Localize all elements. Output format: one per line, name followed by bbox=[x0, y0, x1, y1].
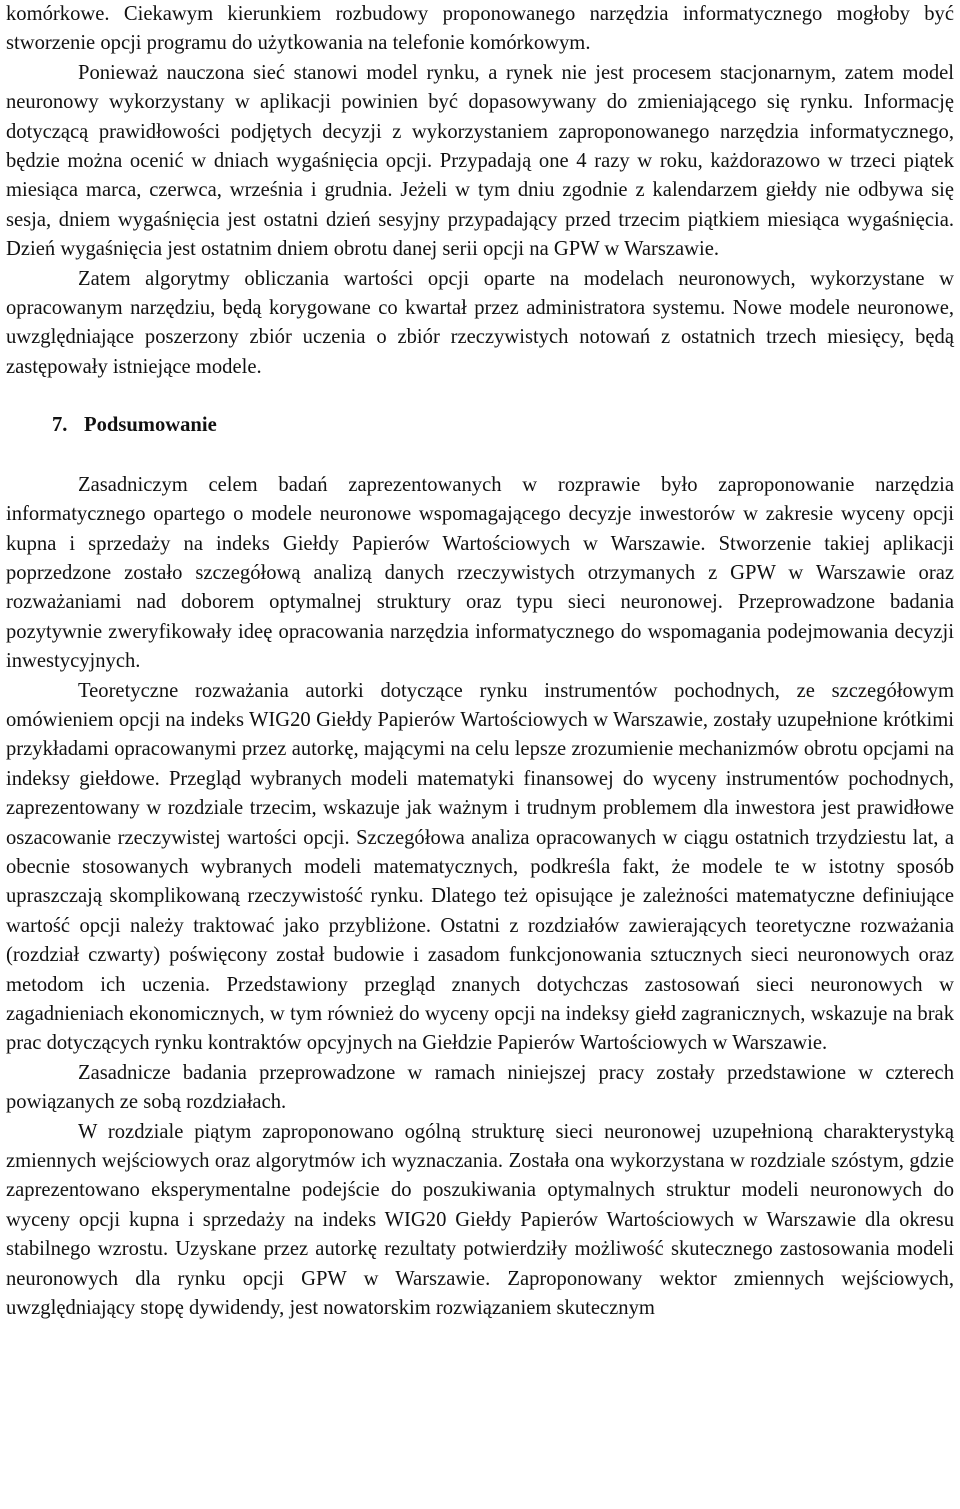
paragraph-summary-theory: Teoretyczne rozważania autorki dotyczące rynku instrumentów pochodnych, ze szczegółowym omówieniem opcji na indeks WIG20 Giełdy Papierów Wartościowych w Warszawie, zostały uzupełnione krótkimi przykładami opracowanymi przez autorkę, mającymi na celu lepsze zrozumienie mechanizmów obrotu opcjami na indeksy giełdowe. Przegląd wybranych modeli matematyki finansowej do wyceny instrumentów pochodnych, zaprezentowany w rozdziale trzecim, wskazuje jak ważnym i trudnym problemem dla inwestora jest prawidłowe oszacowanie rzeczywistej wartości opcji. Szczegółowa analiza opracowanych w ciągu ostatnich trzydziestu lat, a obecnie stosowanych wybranych modeli matematycznych, podkreśla fakt, że modele te w istotny sposób upraszczają skomplikowaną rzeczywistość rynku. Dlatego też opisujące je zależności matematyczne definiujące wartość opcji należy traktować jako przybliżone. Ostatni z rozdziałów zawierających teoretyczne rozważania (rozdział czwarty) poświęcony został budowie i zasadom funkcjonowania sztucznych sieci neuronowych oraz metodom ich uczenia. Przedstawiony przegląd znanych dotychczas zastosowań sieci neuronowych w zagadnieniach ekonomicznych, w tym również do wyceny opcji na indeksy giełd zagranicznych, wskazuje na brak prac dotyczących rynku kontraktów opcyjnych na Giełdzie Papierów Wartościowych w Warszawie. bbox=[6, 679, 954, 1055]
section-number: 7. bbox=[52, 414, 68, 437]
section-title: Podsumowanie bbox=[84, 414, 217, 437]
paragraph-algorithms: Zatem algorytmy obliczania wartości opcji oparte na modelach neuronowych, wykorzystane w opracowanym narzędziu, będą korygowane co kwartał przez administratora systemu. Nowe modele neuronowe, uwzględniające poszerzony zbiór uczenia o zbiór rzeczywistych notowań z ostatnich trzech miesięcy, będą zastępowały istniejące modele. bbox=[6, 267, 954, 378]
section-heading bbox=[6, 411, 954, 440]
paragraph-summary-chapters: Zasadnicze badania przeprowadzone w ramach niniejszej pracy zostały przedstawione w czterech powiązanych ze sobą rozdziałach. bbox=[6, 1061, 954, 1114]
paragraph-summary-goal: Zasadniczym celem badań zaprezentowanych w rozprawie było zaproponowanie narzędzia informatycznego opartego o modele neuronowe wspomagającego decyzje inwestorów w zakresie wyceny opcji kupna i sprzedaży na indeks Giełdy Papierów Wartościowych w Warszawie. Stworzenie takiej aplikacji poprzedzone zostało szczegółową analizą danych rzeczywistych otrzymanych z GPW w Warszawie oraz rozważaniami nad doborem optymalnej struktury oraz typu sieci neuronowej. Przeprowadzone badania pozytywnie zweryfikowały ideę opracowania narzędzia informatycznego do wspomagania podejmowania decyzji inwestycyjnych. bbox=[6, 473, 954, 673]
paragraph-market-model: Ponieważ nauczona sieć stanowi model rynku, a rynek nie jest procesem stacjonarnym, zatem model neuronowy wykorzystany w aplikacji powinien być dopasowywany do zmieniającego się rynku. Informację dotyczącą prawidłowości podjętych decyzji z wykorzystaniem zaproponowanego narzędzia informatycznego, będzie można ocenić w dniach wygaśnięcia opcji. Przypadają one 4 razy w roku, każdorazowo w trzeci piątek miesiąca marca, czerwca, września i grudnia. Jeżeli w tym dniu zgodnie z kalendarzem giełdy nie odbywa się sesja, dniem wygaśnięcia jest ostatni dzień sesyjny przypadający przed trzecim piątkiem miesiąca wygaśnięcia. Dzień wygaśnięcia jest ostatnim dniem obrotu danej serii opcji na GPW w Warszawie. bbox=[6, 61, 954, 261]
paragraph-continuation: komórkowe. Ciekawym kierunkiem rozbudowy proponowanego narzędzia informatycznego mogłoby być stworzenie opcji programu do użytkowania na telefonie komórkowym. bbox=[6, 3, 954, 55]
document-page bbox=[6, 0, 954, 1323]
paragraph-summary-chapter-five: W rozdziale piątym zaproponowano ogólną strukturę sieci neuronowej uzupełnioną charakterystyką zmiennych wejściowych oraz algorytmów ich wyznaczania. Została ona wykorzystana w rozdziale szóstym, gdzie zaprezentowano eksperymentalne podejście do poszukiwania optymalnych struktur modeli neuronowych do wyceny opcji kupna i sprzedaży na indeks WIG20 Giełdy Papierów Wartościowych w Warszawie dla okresu stabilnego wzrostu. Uzyskane przez autorkę rezultaty potwierdziły możliwość skutecznego zastosowania modeli neuronowych dla rynku opcji GPW w Warszawie. Zaproponowany wektor zmiennych wejściowych, uwzględniający stopę dywidendy, jest nowatorskim rozwiązaniem skutecznym bbox=[6, 1120, 954, 1320]
